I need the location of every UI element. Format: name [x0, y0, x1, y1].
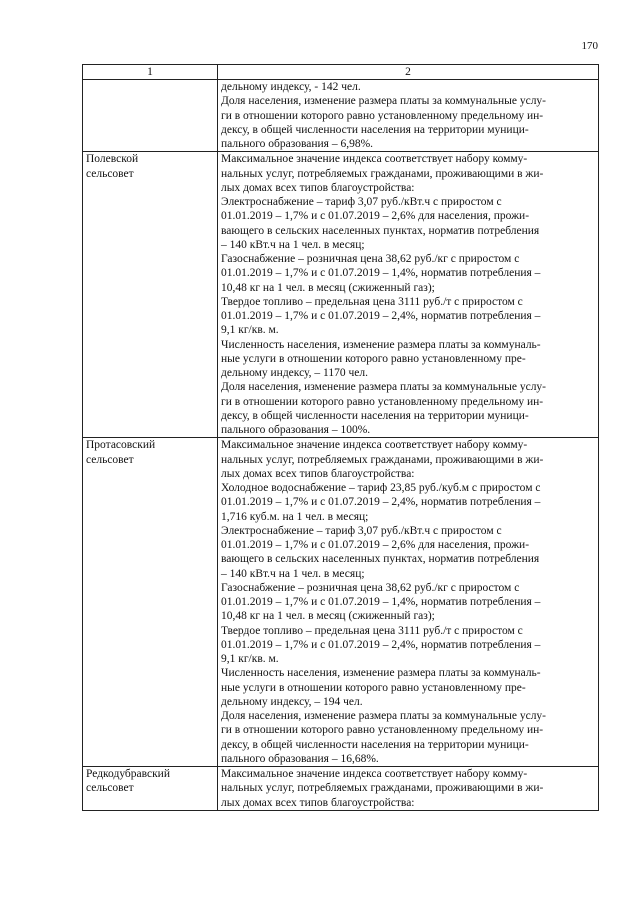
description-paragraph: Электроснабжение – тариф 3,07 руб./кВт.ч с приростом с 01.01.2019 – 1,7% и с 01.07.2019 – 2,6% для населения, прожи- вающего в сельских населенных пунктах, норматив потребления – 140 кВт.ч на 1 чел. в месяц;	[221, 196, 540, 251]
municipality-cell	[83, 80, 218, 152]
description-paragraph: Максимальное значение индекса соответствует набору комму- нальных услуг, потребляемых гражданами, проживающими в жи- лых домах всех типов благоустройства:	[221, 153, 544, 194]
description-paragraph: Газоснабжение – розничная цена 38,62 руб./кг с приростом с 01.01.2019 – 1,7% и с 01.07.2019 – 1,4%, норматив потребления – 10,48 кг на 1 чел. в месяц (сжиженный газ);	[221, 253, 541, 294]
column-header-1: 1	[83, 65, 218, 80]
column-header-2: 2	[218, 65, 599, 80]
document-table	[82, 64, 599, 811]
description-cell	[218, 438, 599, 767]
description-paragraph: Электроснабжение – тариф 3,07 руб./кВт.ч с приростом с 01.01.2019 – 1,7% и с 01.07.2019 – 2,6% для населения, прожи- вающего в сельских населенных пунктах, норматив потребления – 140 кВт.ч на 1 чел. в месяц;	[221, 524, 540, 580]
municipality-name: Протасовский сельсовет	[86, 439, 156, 466]
description-cell	[218, 80, 599, 152]
page-number: 170	[581, 40, 598, 52]
description-paragraph: Холодное водоснабжение – тариф 23,85 руб./куб.м с приростом с 01.01.2019 – 1,7% и с 01.07.2019 – 2,4%, норматив потребления – 1,716 куб.м. на 1 чел. в месяц;	[221, 482, 541, 523]
description-paragraph: дельному индексу, - 142 чел.	[221, 81, 361, 93]
municipality-cell	[83, 438, 218, 767]
municipality-cell	[83, 767, 218, 811]
table-row	[83, 767, 599, 811]
description-paragraph: Максимальное значение индекса соответствует набору комму- нальных услуг, потребляемых гражданами, проживающими в жи- лых домах всех типов благоустройства:	[221, 439, 544, 480]
description-paragraph: Доля населения, изменение размера платы за коммунальные услу- ги в отношении которого равно установленному предельному ин- дексу, в общей численности населения на территории муници- пального образования – 100%.	[221, 381, 547, 436]
description-cell	[218, 767, 599, 811]
table-header-row	[83, 65, 599, 80]
municipality-cell	[83, 152, 218, 438]
municipality-name: Редкодубравский сельсовет	[86, 768, 170, 795]
description-paragraph: Численность населения, изменение размера платы за коммуналь- ные услуги в отношении которого равно установленному пре- дельному индексу, – 194 чел.	[221, 667, 541, 708]
table-row	[83, 80, 599, 152]
description-paragraph: Максимальное значение индекса соответствует набору комму- нальных услуг, потребляемых гражданами, проживающими в жи- лых домах всех типов благоустройства:	[221, 768, 544, 809]
description-paragraph: Твердое топливо – предельная цена 3111 руб./т с приростом с 01.01.2019 – 1,7% и с 01.07.2019 – 2,4%, норматив потребления – 9,1 кг/кв. м.	[221, 295, 541, 337]
table-row	[83, 152, 599, 438]
description-paragraph: Газоснабжение – розничная цена 38,62 руб./кг с приростом с 01.01.2019 – 1,7% и с 01.07.2019 – 1,4%, норматив потребления – 10,48 кг на 1 чел. в месяц (сжиженный газ);	[221, 581, 541, 623]
municipality-name: Полевской сельсовет	[86, 153, 139, 180]
description-paragraph: Доля населения, изменение размера платы за коммунальные услу- ги в отношении которого равно установленному предельному ин- дексу, в общей численности населения на территории муници- пального образования – 16,68%.	[221, 710, 547, 765]
description-paragraph: Численность населения, изменение размера платы за коммуналь- ные услуги в отношении которого равно установленному пре- дельному индексу, – 1170 чел.	[221, 338, 541, 379]
table-row	[83, 438, 599, 767]
description-paragraph: Твердое топливо – предельная цена 3111 руб./т с приростом с 01.01.2019 – 1,7% и с 01.07.2019 – 2,4%, норматив потребления – 9,1 кг/кв. м.	[221, 624, 541, 665]
description-paragraph: Доля населения, изменение размера платы за коммунальные услу- ги в отношении которого равно установленному предельному ин- дексу, в общей численности населения на территории муници- пального образования – 6,98%.	[221, 95, 547, 150]
description-cell	[218, 152, 599, 438]
